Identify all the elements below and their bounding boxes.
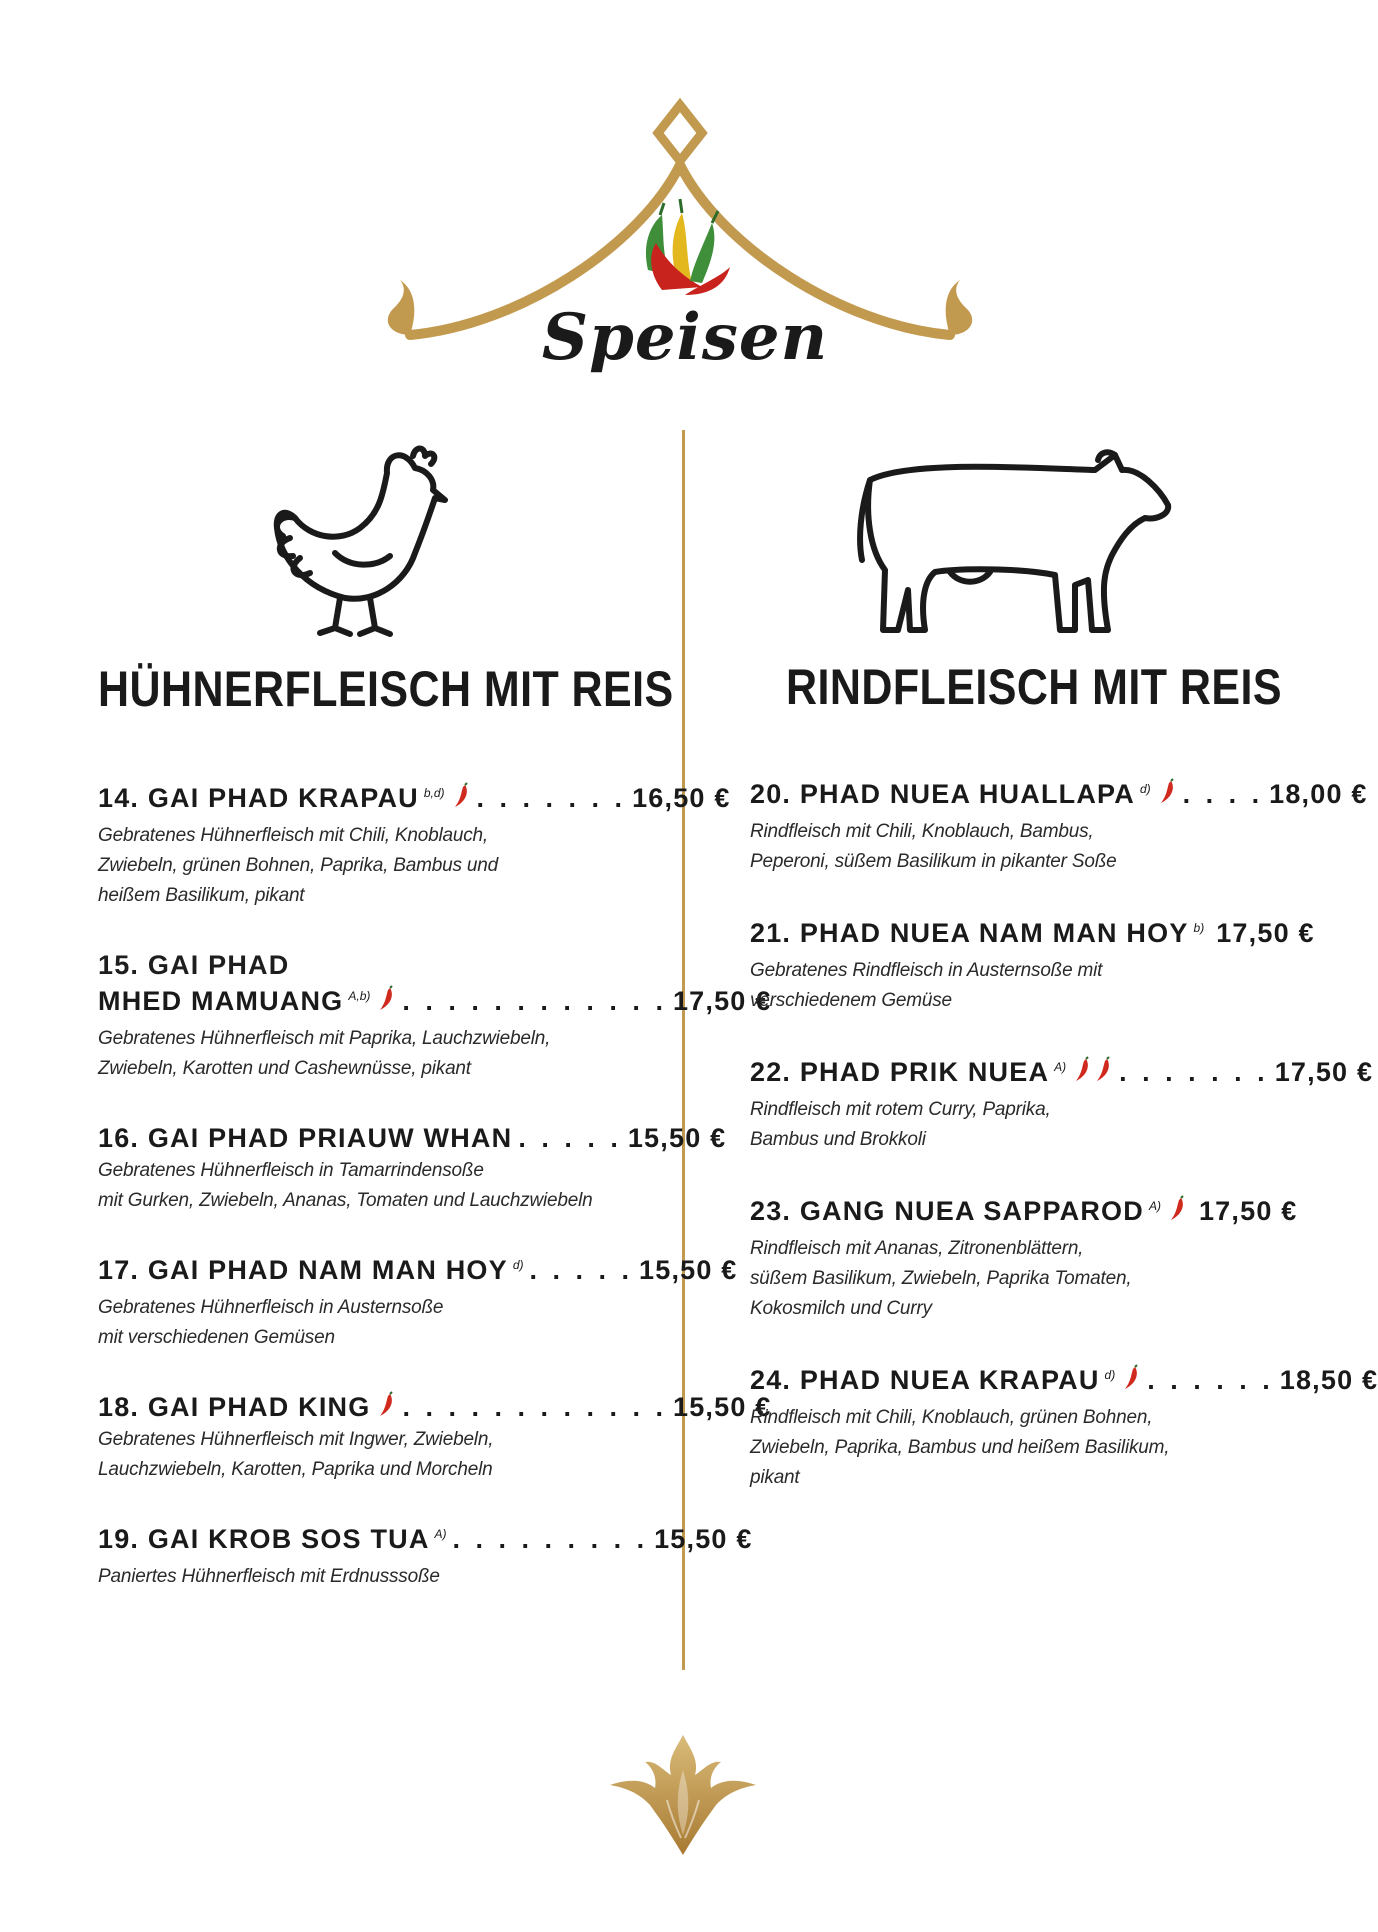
item-name: 19. GAI KROB SOS TUA	[98, 1524, 430, 1554]
item-name: 14. GAI PHAD KRAPAU	[98, 783, 419, 813]
allergen-note: A)	[1054, 1060, 1067, 1074]
item-price: 16,50 €	[632, 783, 731, 813]
chili-icon	[1121, 1365, 1141, 1391]
item-description: Gebratenes Hühnerfleisch in Tamarrindensoße mit Gurken, Zwiebeln, Ananas, Tomaten und Lauchzwiebeln	[98, 1160, 593, 1211]
item-description: Gebratenes Hühnerfleisch mit Ingwer, Zwiebeln, Lauchzwiebeln, Karotten, Paprika und Morcheln	[98, 1429, 494, 1480]
chili-icon	[1093, 1057, 1113, 1083]
allergen-note: A,b)	[348, 989, 371, 1003]
leader-dots: . . . . . . .	[1119, 1057, 1269, 1087]
item-name: 16. GAI PHAD PRIAUW WHAN	[98, 1123, 513, 1153]
page-title: Speisen	[541, 300, 829, 375]
item-name: 17. GAI PHAD NAM MAN HOY	[98, 1255, 508, 1285]
item-price: 15,50 €	[639, 1255, 738, 1285]
chili-bundle-icon	[646, 199, 730, 295]
menu-item	[750, 1054, 1374, 1155]
menu-item	[98, 1389, 772, 1485]
chili-icon	[1072, 1057, 1092, 1083]
chili-icon	[1157, 779, 1177, 805]
leader-dots: . . . . . . . . .	[452, 1524, 649, 1554]
leader-dots: . . . . . .	[1147, 1365, 1274, 1395]
chili-icon	[376, 1392, 396, 1418]
item-description: Gebratenes Hühnerfleisch in Austernsoße mit verschiedenen Gemüsen	[98, 1297, 444, 1348]
allergen-note: b)	[1193, 921, 1205, 935]
item-name: 23. GANG NUEA SAPPAROD	[750, 1196, 1144, 1226]
item-price: 15,50 €	[654, 1524, 753, 1554]
item-name: 20. PHAD NUEA HUALLAPA	[750, 779, 1135, 809]
item-description: Rindfleisch mit rotem Curry, Paprika, Bambus und Brokkoli	[750, 1099, 1051, 1150]
item-price: 17,50 €	[1198, 1196, 1298, 1226]
menu-item	[98, 780, 731, 911]
leader-dots: . . . . .	[529, 1255, 634, 1285]
chili-icon	[451, 783, 471, 809]
item-description: Rindfleisch mit Ananas, Zitronenblättern, süßem Basilikum, Zwiebeln, Paprika Tomaten, Kokosmilch und Curry	[750, 1238, 1132, 1319]
item-price: 17,50 €	[1216, 918, 1315, 948]
allergen-note: A)	[1148, 1199, 1161, 1213]
chili-icon	[1167, 1196, 1187, 1222]
item-description: Gebratenes Rindfleisch in Austernsoße mit verschiedenem Gemüse	[750, 960, 1103, 1011]
menu-item	[750, 1362, 1378, 1493]
menu-item	[750, 915, 1315, 1016]
allergen-note: d)	[512, 1258, 524, 1272]
item-description: Gebratenes Hühnerfleisch mit Chili, Knoblauch, Zwiebeln, grünen Bohnen, Paprika, Bambus und heißem Basilikum, pikant	[98, 825, 498, 906]
allergen-note: d)	[1139, 782, 1151, 796]
item-name: 24. PHAD NUEA KRAPAU	[750, 1365, 1100, 1395]
beef-menu-list	[750, 776, 1378, 1493]
menu-item	[750, 776, 1368, 877]
item-price: 18,50 €	[1279, 1365, 1378, 1395]
leader-dots: . . . . . . .	[476, 783, 627, 813]
section-title-beef: RINDFLEISCH MIT REIS	[786, 659, 1282, 715]
section-title-chicken: HÜHNERFLEISCH MIT REIS	[98, 661, 674, 717]
menu-item	[98, 947, 772, 1084]
item-price: 15,50 €	[673, 1392, 772, 1422]
chicken-icon	[265, 438, 455, 648]
item-price: 17,50 €	[1274, 1057, 1374, 1087]
leader-dots: . . . . . . . . . . . .	[402, 1392, 667, 1422]
cow-icon	[850, 440, 1180, 640]
item-name: 22. PHAD PRIK NUEA	[750, 1057, 1050, 1087]
allergen-note: d)	[1104, 1368, 1116, 1382]
item-description: Rindfleisch mit Chili, Knoblauch, Bambus, Peperoni, süßem Basilikum in pikanter Soße	[750, 821, 1117, 872]
item-price: 15,50 €	[627, 1123, 727, 1153]
item-description: Paniertes Hühnerfleisch mit Erdnusssoße	[98, 1566, 440, 1587]
item-name: MHED MAMUANG	[98, 986, 344, 1016]
item-name: 18. GAI PHAD KING	[98, 1392, 371, 1422]
menu-item	[98, 1252, 738, 1353]
allergen-note: A)	[434, 1527, 447, 1541]
leader-dots: . . . . .	[518, 1123, 622, 1153]
leader-dots: . . . . . . . . . . . .	[402, 986, 667, 1016]
chicken-menu-list	[98, 780, 772, 1592]
leader-dots: . . . .	[1182, 779, 1264, 809]
floral-ornament-icon	[605, 1730, 761, 1860]
allergen-note: b,d)	[423, 786, 445, 800]
chili-icon	[376, 986, 396, 1012]
menu-item	[98, 1120, 727, 1216]
menu-item	[98, 1521, 753, 1592]
item-price: 18,00 €	[1269, 779, 1368, 809]
column-divider	[682, 430, 685, 1670]
item-price: 17,50 €	[672, 986, 772, 1016]
item-description: Rindfleisch mit Chili, Knoblauch, grünen Bohnen, Zwiebeln, Paprika, Bambus und heißem Basilikum, pikant	[750, 1407, 1170, 1488]
item-description: Gebratenes Hühnerfleisch mit Paprika, Lauchzwiebeln, Zwiebeln, Karotten und Cashewnüsse, pikant	[98, 1028, 551, 1079]
item-name-line1: 15. GAI PHAD	[98, 950, 290, 980]
menu-item	[750, 1193, 1298, 1324]
item-name: 21. PHAD NUEA NAM MAN HOY	[750, 918, 1189, 948]
